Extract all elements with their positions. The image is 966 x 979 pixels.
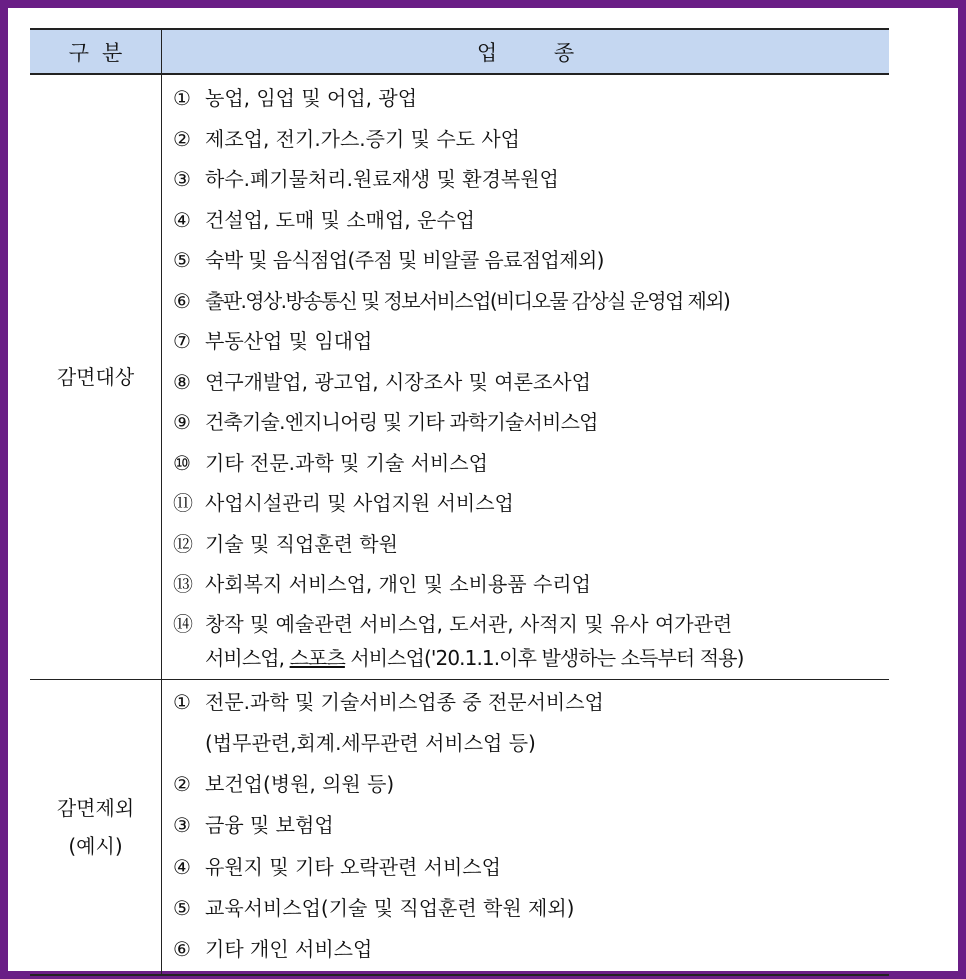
item-number: ⑫ [173, 531, 193, 556]
list-item [173, 119, 889, 160]
item-text: 기술 및 직업훈련 학원 [205, 531, 398, 556]
item-text: 교육서비스업(기술 및 직업훈련 학원 제외) [205, 895, 575, 920]
list-item [173, 483, 889, 524]
item-text: 건설업, 도매 및 소매업, 운수업 [205, 207, 475, 232]
list-item [173, 564, 889, 605]
table-header-row [30, 29, 889, 74]
list-item [173, 888, 889, 929]
item-text-prefix: 서비스업, [205, 645, 290, 670]
item-number: ⑥ [173, 288, 190, 313]
exempt-category: 감면대상 [30, 74, 162, 679]
item-number: ③ [173, 813, 191, 838]
list-item [173, 281, 889, 322]
exempt-section-row [30, 74, 889, 679]
item-text: 창작 및 예술관련 서비스업, 도서관, 사적지 및 유사 여가관련 [205, 611, 733, 636]
excluded-category [30, 679, 162, 975]
item-number: ⑪ [173, 491, 193, 515]
item-number: ⑥ [173, 937, 191, 962]
item-text-suffix: 서비스업('20.1.1.이후 발생하는 소득부터 적용) [344, 645, 744, 670]
item-text: 보건업(병원, 의원 등) [205, 772, 395, 797]
item-number: ⑤ [173, 248, 191, 272]
item-text: 건축기술.엔지니어링 및 기타 과학기술서비스업 [205, 410, 598, 434]
item-number: ⑭ [173, 611, 193, 636]
item-text: 사업시설관리 및 사업지원 서비스업 [205, 491, 514, 515]
item-number: ② [173, 126, 191, 151]
list-item [173, 78, 889, 119]
list-item [173, 200, 889, 241]
list-item-continuation [173, 643, 889, 677]
item-text: 유원지 및 기타 오락관련 서비스업 [205, 854, 501, 879]
item-text: 전문.과학 및 기술서비스업종 중 전문서비스업 [205, 689, 604, 714]
list-item-continuation [173, 723, 889, 764]
document-frame [8, 8, 958, 971]
item-text: 사회복지 서비스업, 개인 및 소비용품 수리업 [205, 572, 591, 596]
list-item [173, 240, 889, 281]
item-text: 하수.폐기물처리.원료재생 및 환경복원업 [205, 167, 559, 191]
item-number: ① [173, 86, 191, 110]
item-text: 농업, 임업 및 어업, 광업 [205, 86, 418, 110]
excluded-section-row [30, 679, 889, 975]
list-item [173, 847, 889, 888]
list-item [173, 682, 889, 723]
item-text: 숙박 및 음식점업(주점 및 비알콜 음료점업제외) [205, 248, 604, 272]
item-number: ⑩ [173, 450, 191, 475]
item-number: ④ [173, 854, 191, 879]
item-number: ④ [173, 207, 191, 232]
item-number: ⑤ [173, 895, 191, 920]
item-text: 기타 전문.과학 및 기술 서비스업 [205, 450, 488, 475]
item-number: ② [173, 772, 191, 797]
item-number: ① [173, 689, 191, 714]
item-text-underlined: 스포츠 [289, 645, 345, 670]
excluded-items [162, 679, 890, 975]
list-item [173, 605, 889, 643]
item-text: (법무관련,회계.세무관련 서비스업 등) [205, 730, 536, 755]
item-text: 연구개발업, 광고업, 시장조사 및 여론조사업 [205, 369, 591, 394]
item-number: ⑧ [173, 369, 191, 394]
list-item [173, 321, 889, 362]
item-text: 기타 개인 서비스업 [205, 937, 373, 962]
header-category: 구분 [30, 29, 162, 74]
exempt-items [162, 74, 890, 679]
list-item [173, 764, 889, 805]
item-text: 부동산업 및 임대업 [205, 329, 373, 353]
list-item [173, 443, 889, 484]
excluded-category-line1: 감면제외 [56, 795, 135, 820]
item-text: 금융 및 보험업 [205, 813, 334, 838]
item-number: ⑦ [173, 329, 191, 353]
list-item [173, 929, 889, 970]
item-number: ⑨ [173, 410, 191, 434]
item-number: ③ [173, 167, 191, 191]
item-text: 출판.영상.방송통신 및 정보서비스업(비디오물 감상실 운영업 제외) [205, 288, 730, 313]
header-industry: 업 종 [162, 29, 890, 74]
list-item [173, 524, 889, 565]
item-text: 제조업, 전기.가스.증기 및 수도 사업 [205, 126, 520, 151]
list-item [173, 402, 889, 443]
list-item [173, 362, 889, 403]
item-number: ⑬ [173, 572, 193, 596]
industry-table [30, 28, 889, 976]
excluded-category-line2: (예시) [68, 833, 123, 858]
list-item [173, 159, 889, 200]
list-item [173, 805, 889, 846]
